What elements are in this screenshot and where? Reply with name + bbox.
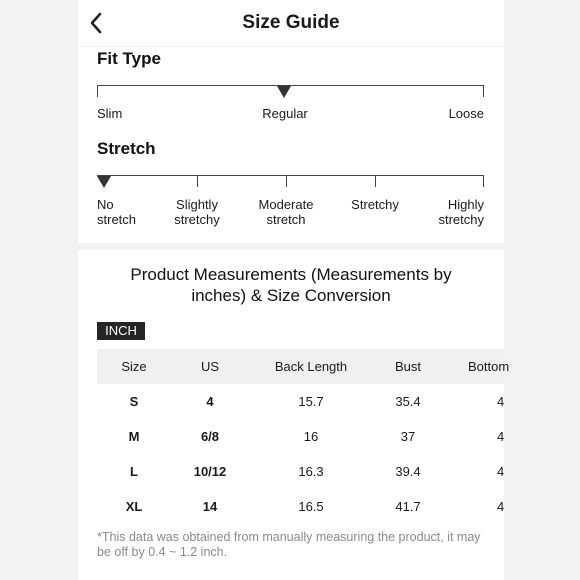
stretch-tick-moderate — [286, 175, 287, 187]
fit-type-title: Fit Type — [97, 49, 161, 68]
cell-size: L — [130, 464, 138, 479]
stretch-label-highly: Highly stretchy — [438, 197, 484, 227]
cell-bust: 35.4 — [395, 394, 421, 409]
stretch-tick-stretchy — [375, 175, 376, 187]
cell-us: 10/12 — [193, 464, 227, 479]
cell-bust: 39.4 — [395, 464, 421, 479]
measurement-disclaimer: *This data was obtained from manually measuring the product, it may be off by 0.4 ~ 1.2 inch. — [97, 530, 481, 559]
cell-bottom: 4 — [497, 464, 505, 479]
fit-type-label-slim: Slim — [97, 106, 123, 121]
cell-back-length: 15.7 — [298, 394, 324, 409]
col-header-back-length: Back Length — [274, 359, 348, 374]
stretch-label-stretchy: Stretchy — [351, 197, 399, 212]
fit-type-label-loose: Loose — [448, 106, 484, 121]
cell-bottom: 4 — [497, 394, 505, 409]
header-bar — [78, 0, 504, 47]
cell-size: XL — [125, 499, 143, 514]
fit-type-label-regular: Regular — [262, 106, 308, 121]
stretch-tick-slightly — [197, 175, 198, 187]
stretch-label-no: No stretch — [97, 197, 137, 227]
col-header-bust: Bust — [394, 359, 421, 374]
col-header-size: Size — [121, 359, 147, 374]
section-divider — [78, 243, 504, 250]
table-row — [97, 384, 504, 419]
fit-type-marker-icon — [277, 86, 291, 98]
table-header-row — [97, 349, 510, 384]
size-guide-screen — [78, 0, 510, 580]
cell-back-length: 16 — [303, 429, 319, 444]
table-row — [97, 419, 504, 454]
fit-type-tick-loose — [483, 85, 484, 97]
col-header-bottom: Bottom — [468, 359, 510, 374]
cell-bust: 37 — [400, 429, 416, 444]
size-table — [97, 349, 510, 524]
cell-us: 4 — [206, 394, 214, 409]
stretch-label-slightly: Slightly stretchy — [174, 197, 220, 227]
cell-us: 14 — [202, 499, 218, 514]
table-row — [97, 454, 504, 489]
cell-back-length: 16.5 — [298, 499, 324, 514]
unit-badge[interactable]: INCH — [97, 322, 145, 340]
cell-us: 6/8 — [200, 429, 220, 444]
stretch-title: Stretch — [97, 139, 156, 158]
stretch-label-moderate: Moderate stretch — [258, 197, 314, 227]
fit-type-tick-slim — [97, 85, 98, 97]
measurements-title: Product Measurements (Measurements by inches) & Size Conversion — [130, 265, 452, 305]
stretch-scale — [97, 175, 484, 176]
stretch-tick-highly — [483, 175, 484, 187]
cell-bottom: 4 — [497, 499, 505, 514]
cell-size: S — [129, 394, 139, 409]
cell-bottom: 4 — [497, 429, 505, 444]
page-title: Size Guide — [242, 12, 340, 33]
stretch-marker-icon — [97, 176, 111, 188]
table-row — [97, 489, 504, 524]
cell-size: M — [128, 429, 140, 444]
cell-back-length: 16.3 — [298, 464, 324, 479]
cell-bust: 41.7 — [395, 499, 421, 514]
col-header-us: US — [200, 359, 220, 374]
